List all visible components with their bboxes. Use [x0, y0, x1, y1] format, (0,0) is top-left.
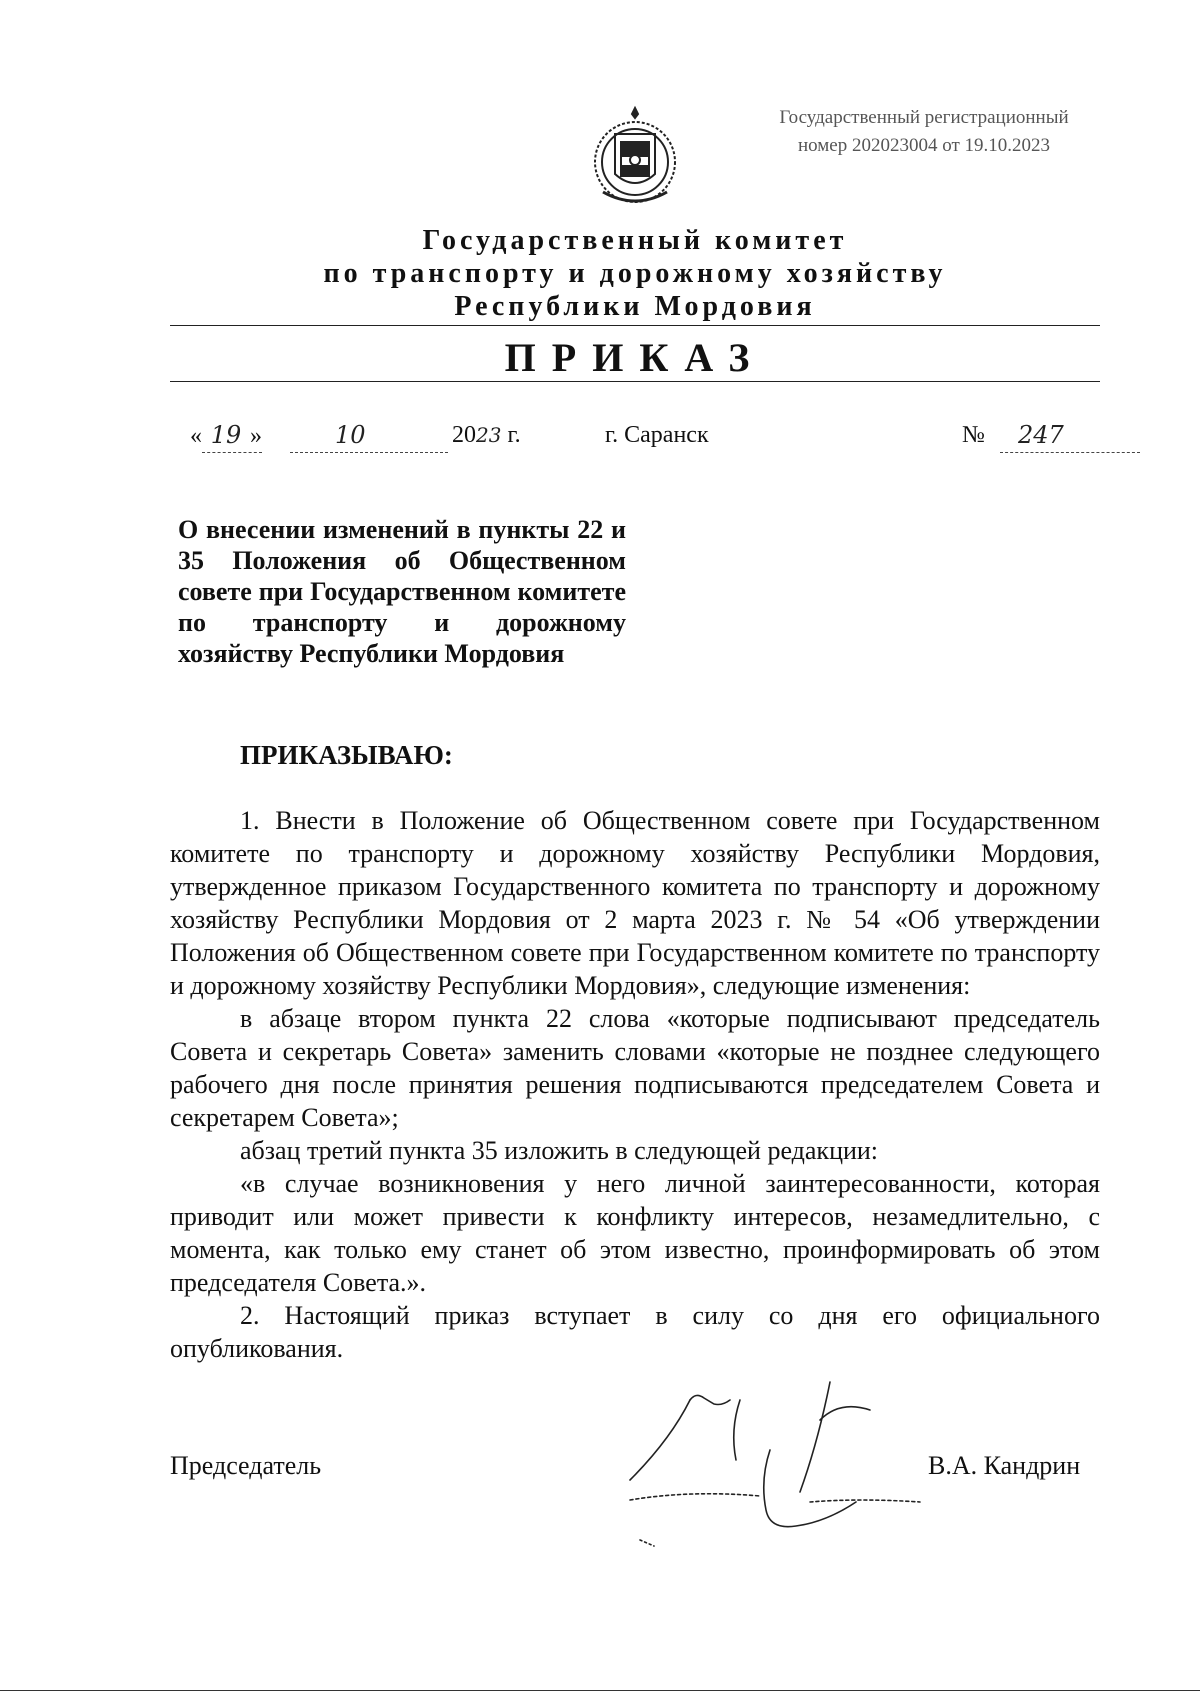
paragraph-5: 2. Настоящий приказ вступает в силу со дня его официального опубликования. — [170, 1301, 1100, 1363]
paragraph-4: «в случае возникновения у него личной заинтересованности, которая приводит или может привести к конфликту интересов, незамедлительно, с момента, как только ему станет об этом известно, проинформировать об этом председателя Совета.». — [170, 1169, 1100, 1297]
number-value: 247 — [1018, 421, 1064, 449]
quote-close: » — [250, 423, 262, 449]
day-value: 19 — [210, 421, 242, 449]
month-underline — [290, 452, 448, 453]
date-row — [190, 420, 262, 451]
paragraph-2: в абзаце втором пункта 22 слова «которые подписывают председатель Совета и секретарь Совета» заменить словами «которые не позднее следующего рабочего дня после принятия решения подписываются председателем Совета и секретарем Совета»; — [170, 1004, 1100, 1132]
paragraph-1: 1. Внести в Положение об Общественном совете при Государственном комитете по транспорту и дорожному хозяйству Республики Мордовия, утвержденное приказом Государственного комитета по транспорту и дорожному хозяйству Республики Мордовия от 2 марта 2023 г. № 54 «Об утверждении Положения об Общественном совете при Государственном комитете по транспорту и дорожному хозяйству Республики Мордовия», следующие изменения: — [170, 806, 1100, 1000]
handwritten-signature — [620, 1380, 950, 1550]
order-word: ПРИКАЗЫВАЮ: — [240, 740, 453, 770]
org-line-3: Республики Мордовия — [454, 291, 816, 322]
coat-of-arms-icon — [585, 104, 685, 216]
page-bottom-rule — [0, 1690, 1200, 1691]
signatory-position: Председатель — [170, 1451, 322, 1480]
quote-open: « — [190, 423, 202, 449]
paragraph-3: абзац третий пункта 35 изложить в следующей редакции: — [240, 1136, 879, 1165]
number-label: № — [962, 422, 985, 448]
registration-line-1: Государственный регистрационный — [779, 107, 1069, 128]
document-body — [170, 804, 1100, 1365]
month-value: 10 — [335, 421, 366, 449]
number-underline — [1000, 452, 1140, 453]
header-rule-bottom — [170, 381, 1100, 382]
org-line-1: Государственный комитет — [422, 225, 848, 256]
org-line-2: по транспорту и дорожному хозяйству — [323, 258, 947, 289]
doc-type-title: ПРИКАЗ — [504, 335, 766, 380]
year-prefix: 20 — [452, 422, 476, 448]
city: г. Саранск — [605, 422, 709, 448]
day-underline — [202, 452, 262, 453]
registration-stamp — [744, 104, 1104, 160]
year-g: г. — [507, 422, 521, 448]
document-title: О внесении изменений в пункты 22 и 35 Положения об Общественном совете при Государственном комитете по транспорту и дорожному хозяйству Республики Мордовия — [178, 515, 626, 668]
registration-line-2: номер 202023004 от 19.10.2023 — [797, 135, 1051, 156]
year-field — [452, 420, 521, 450]
year-suffix: 23 — [476, 423, 502, 447]
header-rule-top — [170, 325, 1100, 326]
signatory-name: В.А. Кандрин — [928, 1451, 1081, 1480]
